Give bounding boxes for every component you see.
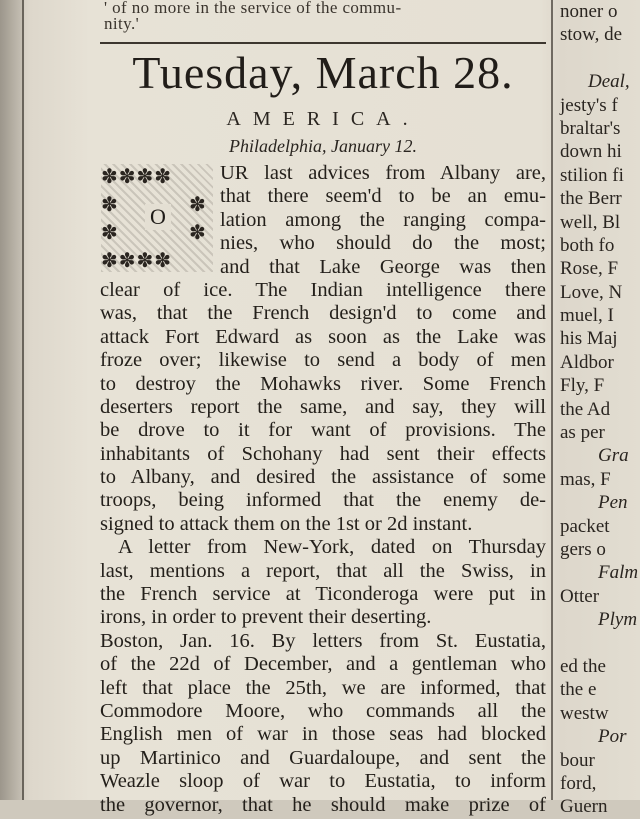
ornament-icon: ✽ bbox=[189, 220, 207, 244]
text-line: the e bbox=[560, 679, 597, 701]
text-line: ed the bbox=[560, 655, 606, 677]
text-line: his Maj bbox=[560, 328, 618, 350]
text-line: English men of war in those seas had blocked bbox=[100, 723, 546, 746]
text-line: down hi bbox=[560, 141, 622, 163]
text-line: Deal, bbox=[588, 71, 630, 93]
text-line bbox=[560, 47, 640, 70]
fragment-line: ' of no more in the service of the commu- bbox=[104, 0, 402, 17]
text-line: of the 22d of December, and a gentleman who bbox=[100, 653, 546, 676]
text-line: Gra bbox=[598, 445, 629, 467]
text-line: Falm bbox=[598, 562, 639, 584]
text-line: Commodore Moore, who commands all the bbox=[100, 699, 546, 722]
text-line: westw bbox=[560, 702, 609, 724]
text-line: Aldbor bbox=[560, 351, 614, 373]
text-line: irons, in order to prevent their deserting. bbox=[100, 606, 432, 629]
text-line: the Berr bbox=[560, 188, 622, 210]
text-line: nies, who should do the most; bbox=[220, 232, 546, 255]
text-line: and that Lake George was then bbox=[220, 255, 546, 278]
text-line: the French service at Ticonderoga were put in bbox=[100, 583, 546, 606]
text-line: be drove to it for want of provisions. The bbox=[100, 419, 546, 442]
text-line: packet bbox=[560, 515, 610, 537]
text-line: UR last advices from Albany are, bbox=[220, 162, 546, 184]
text-line: Love, N bbox=[560, 281, 623, 303]
text-line: Weazle sloop of war to Eustatia, to inform bbox=[100, 770, 546, 793]
text-line: froze over; likewise to send a body of men bbox=[100, 349, 546, 372]
text-line bbox=[560, 632, 640, 655]
right-column-fragment bbox=[560, 0, 640, 818]
text-line: was, that the French design'd to come and bbox=[100, 302, 546, 325]
text-line: well, Bl bbox=[560, 211, 621, 233]
text-line: inhabitants of Schohany had sent their effects bbox=[100, 442, 546, 465]
text-line: Por bbox=[598, 726, 627, 748]
text-line: Guern bbox=[560, 796, 608, 818]
text-line: gers o bbox=[560, 538, 606, 560]
text-line: Plym bbox=[598, 609, 638, 631]
right-column-rule bbox=[551, 0, 553, 800]
text-line: noner o bbox=[560, 1, 618, 22]
text-line: braltar's bbox=[560, 117, 621, 139]
previous-article-fragment bbox=[104, 0, 544, 33]
text-line: last, mentions a report, that all the Swiss, in bbox=[100, 559, 546, 582]
text-line: Rose, F bbox=[560, 258, 619, 280]
ornament-icon: ✽✽✽✽ bbox=[101, 164, 173, 188]
text-line: the Ad bbox=[560, 398, 611, 420]
text-line: bour bbox=[560, 749, 595, 771]
text-line: that there seem'd to be an emu- bbox=[220, 185, 546, 208]
header-rule bbox=[100, 42, 546, 44]
section-heading: AMERICA. bbox=[226, 108, 420, 130]
fragment-line: nity.' bbox=[104, 14, 140, 33]
binding-gutter bbox=[0, 0, 24, 800]
ornament-icon: ✽ bbox=[101, 220, 119, 244]
text-line: clear of ice. The Indian intelligence there bbox=[100, 278, 546, 301]
article-body bbox=[100, 162, 546, 817]
text-line: to Albany, and desired the assistance of some bbox=[100, 466, 546, 489]
text-line: Fly, F bbox=[560, 375, 605, 397]
text-line: deserters report the same, and say, they will bbox=[100, 395, 546, 418]
ornament-icon: ✽ bbox=[101, 192, 119, 216]
text-line: Otter bbox=[560, 585, 600, 607]
text-line: to destroy the Mohawks river. Some French bbox=[100, 372, 546, 395]
text-line: muel, I bbox=[560, 305, 614, 327]
text-line: both fo bbox=[560, 234, 615, 256]
text-line: signed to attack them on the 1st or 2d instant. bbox=[100, 512, 473, 535]
dateline: Philadelphia, January 12. bbox=[229, 136, 417, 156]
initial-letter: O bbox=[145, 204, 171, 230]
date-heading: Tuesday, March 28. bbox=[132, 47, 514, 98]
text-line: ford, bbox=[560, 772, 597, 794]
text-line: attack Fort Edward as soon as the Lake was bbox=[100, 325, 546, 348]
text-line: troops, being informed that the enemy de- bbox=[100, 489, 546, 512]
text-line: Boston, Jan. 16. By letters from St. Eustatia, bbox=[100, 629, 546, 652]
text-line: stow, de bbox=[560, 24, 623, 46]
text-line: Pen bbox=[598, 492, 628, 514]
text-line: mas, F bbox=[560, 468, 611, 490]
text-line: stilion fi bbox=[560, 164, 624, 186]
text-line: lation among the ranging compa- bbox=[220, 208, 546, 231]
text-line: up Martinico and Guardaloupe, and sent the bbox=[100, 746, 546, 769]
text-line: as per bbox=[560, 422, 605, 444]
text-line: jesty's f bbox=[560, 94, 618, 116]
text-line: left that place the 25th, we are informed, that bbox=[100, 676, 546, 699]
ornament-icon: ✽✽✽✽ bbox=[101, 248, 173, 272]
ornament-icon: ✽ bbox=[189, 192, 207, 216]
left-column-rule bbox=[22, 0, 24, 800]
text-line: the governor, that he should make prize of bbox=[100, 793, 546, 816]
text-line: A letter from New-York, dated on Thursday bbox=[118, 536, 546, 559]
